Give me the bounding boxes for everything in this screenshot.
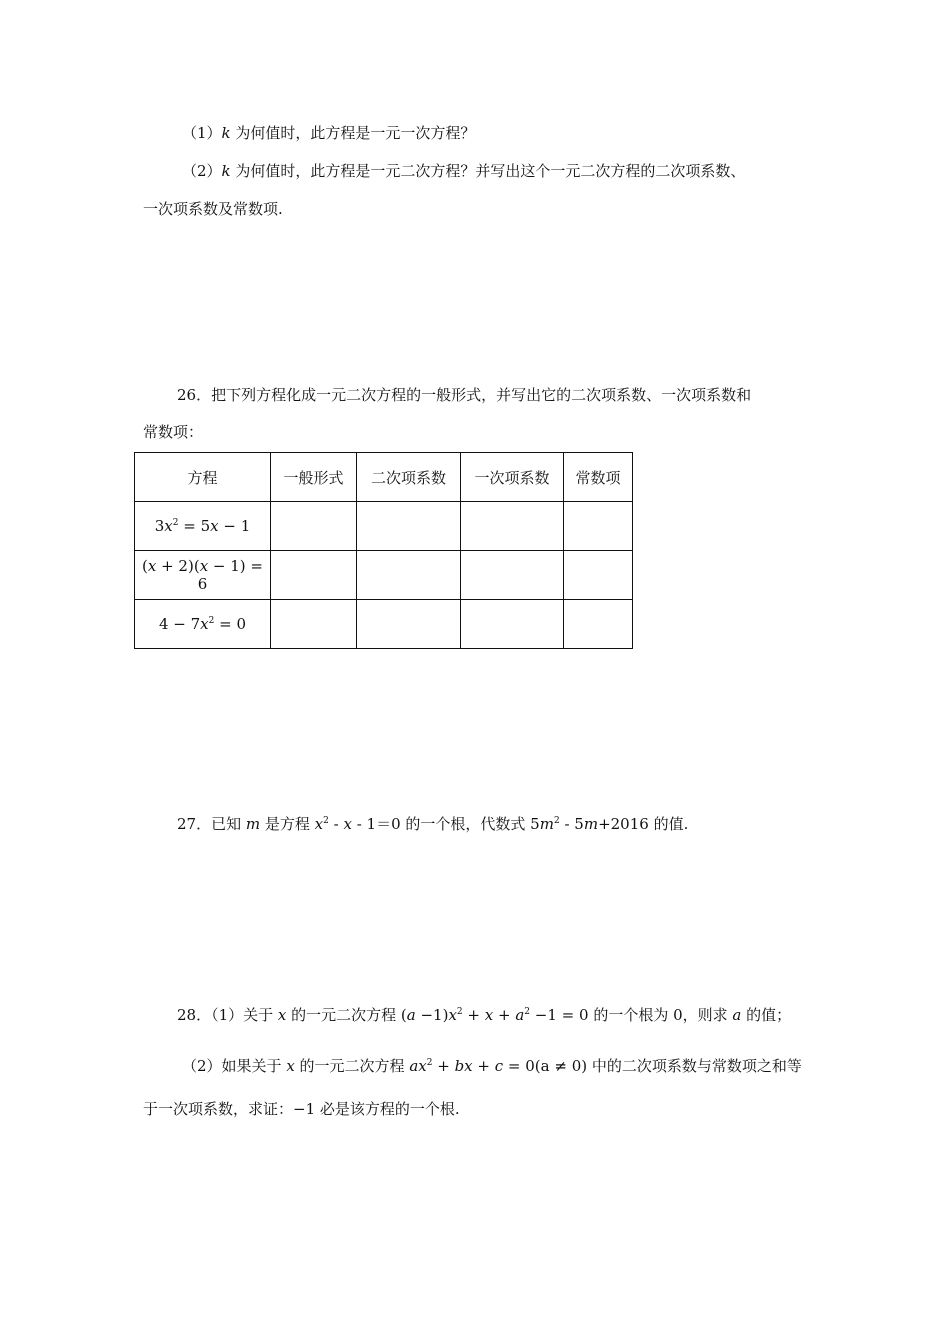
q25-part2-line2: 一次项系数及常数项. bbox=[143, 200, 283, 218]
answer-cell[interactable] bbox=[461, 600, 564, 649]
table-header-row bbox=[135, 453, 633, 502]
header-constant: 常数项 bbox=[564, 453, 633, 502]
answer-cell[interactable] bbox=[461, 502, 564, 551]
q26-line2: 常数项： bbox=[143, 423, 204, 441]
table-row bbox=[135, 551, 633, 600]
answer-cell[interactable] bbox=[357, 502, 461, 551]
header-equation: 方程 bbox=[135, 453, 271, 502]
answer-cell[interactable] bbox=[564, 600, 633, 649]
header-quadratic-coef: 二次项系数 bbox=[357, 453, 461, 502]
header-general-form: 一般形式 bbox=[271, 453, 357, 502]
q28-part2-line1: （2）如果关于 x 的一元二次方程 $ax^2$ + bx + c = 0(a ≠ 0) 中的二次项系数与常数项之和等 bbox=[182, 1057, 802, 1075]
header-linear-coef: 一次项系数 bbox=[461, 453, 564, 502]
q27-text: 27．已知 m 是方程 $x^2$ ‑ x ‑ 1＝0 的一个根，代数式 $5m^2$ ‑ 5m+2016 的值. bbox=[177, 815, 689, 833]
q25-part2-line1: （2）k 为何值时，此方程是一元二次方程？并写出这个一元二次方程的二次项系数、 bbox=[182, 162, 746, 180]
equation-2: (x + 2)(x − 1) = 6 bbox=[135, 551, 271, 600]
answer-cell[interactable] bbox=[357, 551, 461, 600]
equation-1: $3x^2 = 5x - 1$ bbox=[135, 502, 271, 551]
q26-line1: 26．把下列方程化成一元二次方程的一般形式，并写出它的二次项系数、一次项系数和 bbox=[177, 386, 752, 404]
answer-cell[interactable] bbox=[271, 551, 357, 600]
q26-table bbox=[134, 452, 633, 649]
answer-cell[interactable] bbox=[461, 551, 564, 600]
answer-cell[interactable] bbox=[271, 502, 357, 551]
equation-3: $4 - 7x^2 = 0$ bbox=[135, 600, 271, 649]
table-row bbox=[135, 502, 633, 551]
answer-cell[interactable] bbox=[564, 551, 633, 600]
answer-cell[interactable] bbox=[564, 502, 633, 551]
q28-part1: 28．（1）关于 x 的一元二次方程 $(a -1)x^2 + x + a^2 -1 = 0$ 的一个根为 0，则求 a 的值； bbox=[177, 1006, 792, 1024]
q25-part1: （1）k 为何值时，此方程是一元一次方程？ bbox=[182, 124, 476, 142]
answer-cell[interactable] bbox=[357, 600, 461, 649]
q28-part2-line2: 于一次项系数，求证：−1 必是该方程的一个根. bbox=[143, 1100, 460, 1118]
answer-cell[interactable] bbox=[271, 600, 357, 649]
table-row bbox=[135, 600, 633, 649]
